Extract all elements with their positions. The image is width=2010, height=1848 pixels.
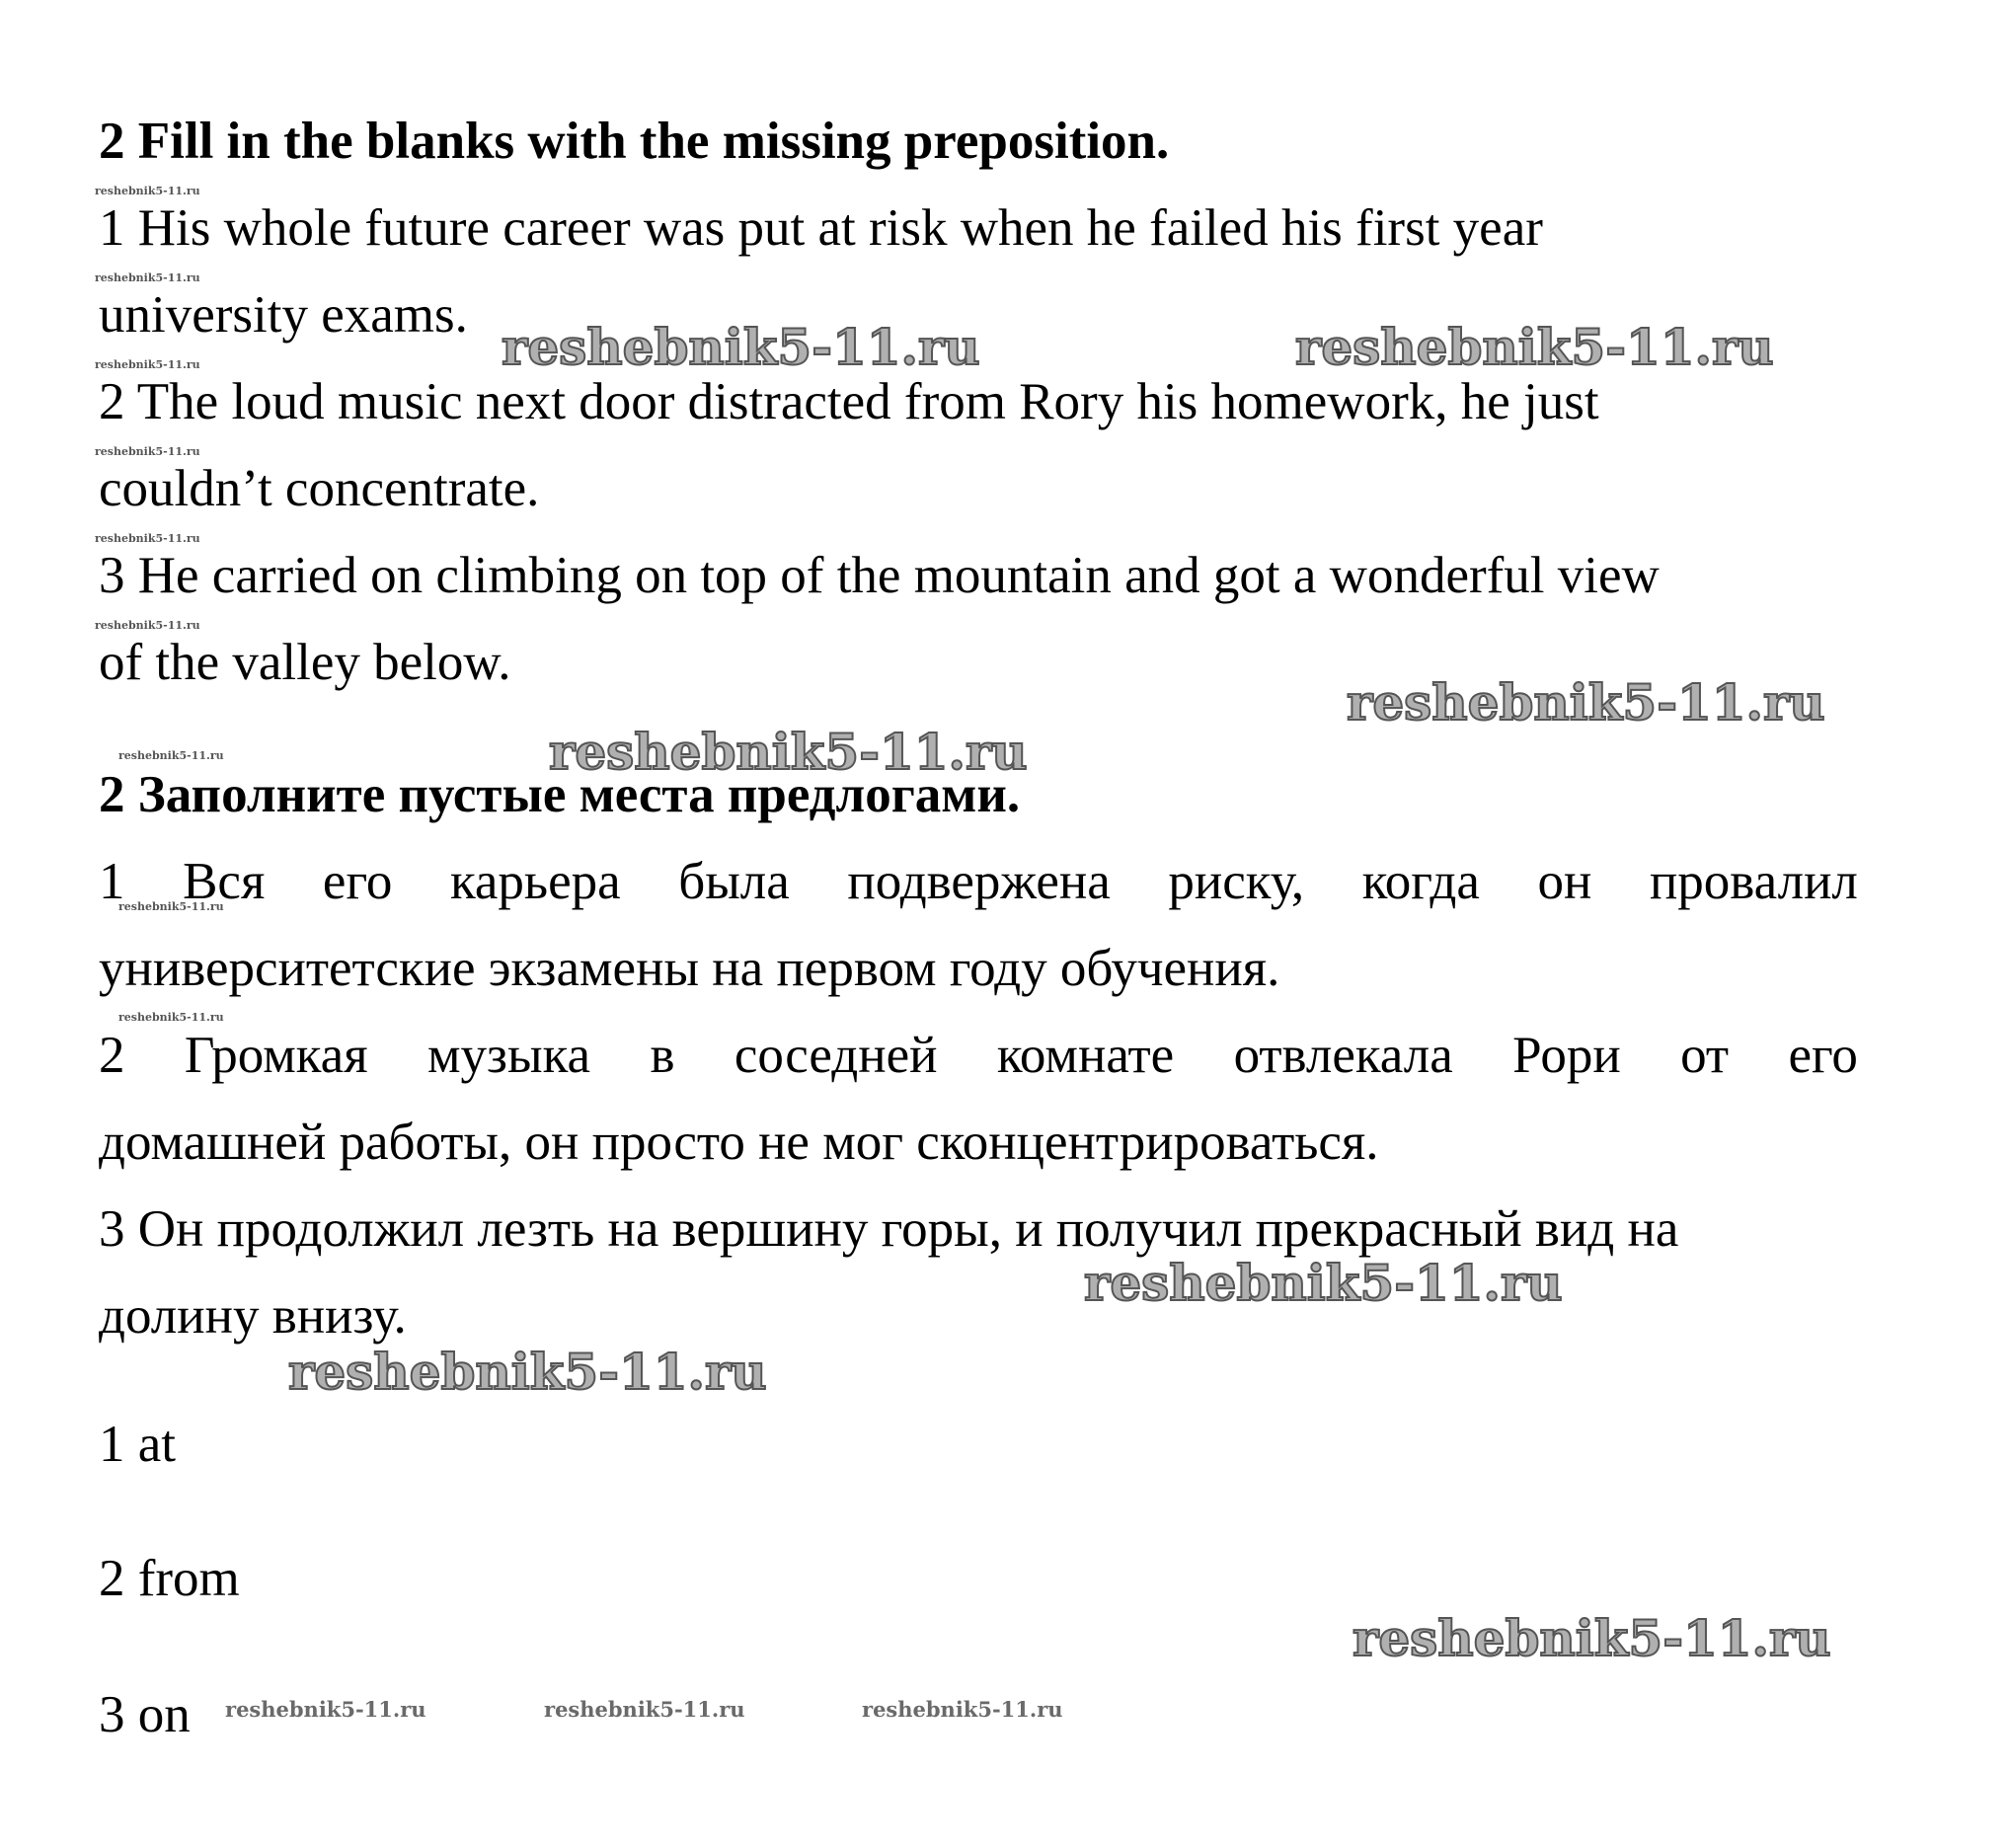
word: когда: [1361, 853, 1480, 910]
word: он: [1537, 853, 1592, 910]
watermark: reshebnik5-11.ru: [95, 358, 200, 371]
word: в: [650, 1027, 675, 1084]
watermark: reshebnik5-11.ru: [1347, 673, 1825, 732]
watermark: reshebnik5-11.ru: [95, 185, 200, 197]
watermark: reshebnik5-11.ru: [544, 1697, 745, 1722]
watermark: reshebnik5-11.ru: [225, 1697, 426, 1722]
word: риску,: [1168, 853, 1305, 910]
watermark: reshebnik5-11.ru: [118, 749, 224, 762]
russian-line-2: университетские экзамены на первом году обучения.: [99, 940, 1280, 997]
exercise-heading-russian: 2 Заполните пустые места предлогами.: [99, 766, 1021, 823]
word: его: [1788, 1027, 1858, 1084]
watermark: reshebnik5-11.ru: [118, 1011, 224, 1024]
word: карьера: [449, 853, 621, 910]
russian-line-5: 3 Он продолжил лезть на вершину горы, и получил прекрасный вид на: [99, 1200, 1679, 1258]
english-line-4: couldn’t concentrate.: [99, 460, 540, 517]
russian-line-4: домашней работы, он просто не мог сконцентрироваться.: [99, 1114, 1379, 1171]
word: соседней: [734, 1027, 938, 1084]
word: Вся: [183, 853, 266, 910]
english-line-1: 1 His whole future career was put at risk when he failed his first year: [99, 199, 1543, 257]
watermark: reshebnik5-11.ru: [95, 532, 200, 545]
word: 1: [99, 853, 125, 910]
answer-1: 1 at: [99, 1416, 176, 1473]
word: от: [1680, 1027, 1730, 1084]
watermark: reshebnik5-11.ru: [1353, 1609, 1831, 1667]
answer-2: 2 from: [99, 1550, 240, 1607]
word: музыка: [427, 1027, 591, 1084]
answer-3: 3 on: [99, 1686, 191, 1743]
word: комнате: [996, 1027, 1175, 1084]
word: провалил: [1649, 853, 1858, 910]
watermark: reshebnik5-11.ru: [1084, 1254, 1563, 1312]
watermark: reshebnik5-11.ru: [95, 619, 200, 632]
word: его: [322, 853, 393, 910]
watermark: reshebnik5-11.ru: [549, 723, 1028, 781]
word: 2: [99, 1027, 125, 1084]
english-line-6: of the valley below.: [99, 634, 511, 691]
watermark: reshebnik5-11.ru: [288, 1343, 767, 1401]
word: подвержена: [847, 853, 1111, 910]
watermark: reshebnik5-11.ru: [1295, 318, 1774, 376]
word: Рори: [1512, 1027, 1621, 1084]
english-line-3: 2 The loud music next door distracted from Rory his homework, he just: [99, 373, 1599, 430]
word: Громкая: [184, 1027, 368, 1084]
russian-line-3: [99, 1025, 1858, 1086]
russian-line-6: долину внизу.: [99, 1287, 407, 1345]
exercise-heading-english: 2 Fill in the blanks with the missing preposition.: [99, 113, 1170, 170]
english-line-2: university exams.: [99, 286, 468, 344]
word: была: [678, 853, 790, 910]
watermark: reshebnik5-11.ru: [95, 271, 200, 284]
watermark: reshebnik5-11.ru: [862, 1697, 1063, 1722]
english-line-5: 3 He carried on climbing on top of the mountain and got a wonderful view: [99, 547, 1660, 604]
russian-line-1: [99, 851, 1858, 912]
watermark: reshebnik5-11.ru: [118, 900, 224, 913]
watermark: reshebnik5-11.ru: [502, 318, 980, 376]
watermark: reshebnik5-11.ru: [95, 445, 200, 458]
word: отвлекала: [1233, 1027, 1453, 1084]
